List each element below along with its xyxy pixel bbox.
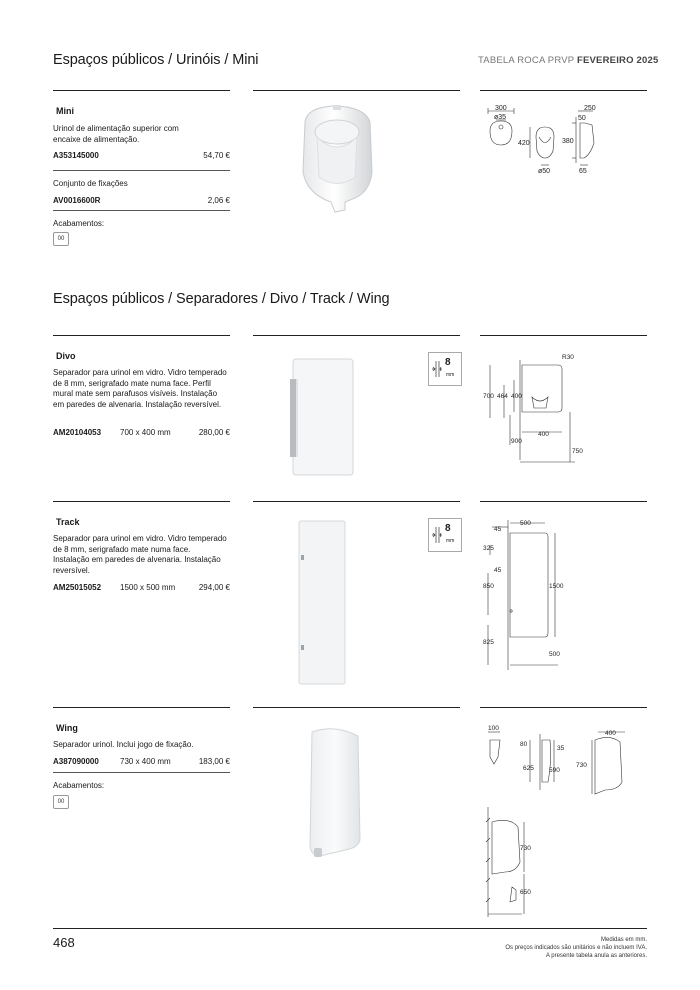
dim-track-1500: 1500 — [549, 583, 564, 590]
product-image-wing — [300, 722, 370, 867]
dim-mini-380: 380 — [562, 138, 574, 145]
finish-swatch-white: 00 — [53, 795, 69, 809]
thickness-unit: mm — [446, 538, 455, 544]
divider — [253, 90, 460, 91]
product-image-divo — [285, 352, 360, 482]
footer-note-units: Medidas em mm. — [600, 937, 647, 943]
product-description-wing: Separador urinol. Inclui jogo de fixação. — [53, 740, 194, 749]
dim-divo-400b: 400 — [538, 431, 549, 438]
thickness-badge-track — [428, 518, 462, 552]
dim-wing-730b: 730 — [520, 845, 531, 852]
catalog-label-bold: FEVEREIRO 2025 — [576, 55, 659, 66]
dim-track-825: 825 — [483, 639, 494, 646]
product-code-wing: A387090000 — [53, 757, 99, 766]
dim-wing-35: 35 — [557, 745, 565, 752]
accessory-label: Conjunto de fixações — [53, 179, 128, 188]
technical-drawing-divo — [480, 350, 650, 470]
divider — [53, 170, 230, 171]
divider — [253, 501, 460, 502]
divider — [480, 501, 647, 502]
dim-wing-590: 590 — [549, 767, 560, 774]
divider — [480, 707, 647, 708]
product-size-track: 1500 x 500 mm — [120, 583, 176, 592]
dim-wing-650: 650 — [520, 889, 531, 896]
finishes-label: Acabamentos: — [53, 219, 105, 228]
dim-track-45b: 45 — [494, 567, 502, 574]
product-price-track: 294,00 € — [198, 583, 230, 592]
divider — [253, 335, 460, 336]
dim-mini-35: ø35 — [494, 114, 507, 121]
dim-divo-r30: R30 — [562, 354, 574, 361]
thickness-icon — [432, 527, 442, 543]
product-code-track: AM25015052 — [53, 583, 102, 592]
divider — [480, 90, 647, 91]
dim-mini-420: 420 — [518, 140, 530, 147]
dim-mini-50: ø50 — [538, 168, 551, 175]
dim-divo-700: 700 — [483, 393, 494, 400]
catalog-label-light: TABELA ROCA PRVP — [478, 55, 575, 66]
footer-notes — [440, 936, 647, 960]
dim-mini-65: 65 — [579, 168, 587, 175]
dim-wing-100: 100 — [488, 725, 499, 732]
accessory-code: AV0016600R — [53, 196, 101, 205]
product-name-divo: Divo — [56, 351, 76, 361]
catalog-label — [478, 55, 658, 66]
footer-divider — [53, 928, 647, 929]
divider — [480, 335, 647, 336]
product-name-track: Track — [56, 517, 80, 527]
dim-wing-625: 625 — [523, 765, 534, 772]
dim-divo-400: 400 — [511, 393, 522, 400]
dim-divo-900: 900 — [511, 438, 522, 445]
footer-note-prices: Os preços indicados são unitários e não incluem IVA. — [505, 945, 647, 951]
product-image-track — [295, 515, 350, 690]
section-title: Espaços públicos / Separadores / Divo / Track / Wing — [53, 291, 390, 307]
thickness-icon — [432, 361, 442, 377]
page-number: 468 — [53, 935, 75, 950]
dim-wing-80: 80 — [520, 741, 528, 748]
product-code-mini: A353145000 — [53, 151, 99, 160]
product-size-divo: 700 x 400 mm — [120, 428, 171, 437]
product-price-wing: 183,00 € — [198, 757, 230, 766]
divider — [53, 90, 230, 91]
finish-swatch-white: 00 — [53, 232, 69, 246]
divider — [53, 707, 230, 708]
product-description-mini: Urinol de alimentação superior com encaixe de alimentação. — [53, 124, 179, 144]
dim-wing-400: 400 — [605, 730, 616, 737]
dim-track-45: 45 — [494, 526, 502, 533]
dim-track-500b: 500 — [549, 651, 560, 658]
product-code-divo: AM20104053 — [53, 428, 102, 437]
footer-note-validity: A presente tabela anula as anteriores. — [545, 953, 647, 959]
product-name-mini: Mini — [56, 106, 74, 116]
technical-drawing-track — [480, 515, 650, 675]
dim-divo-750: 750 — [572, 448, 583, 455]
divider — [53, 335, 230, 336]
dim-mini-50b: 50 — [578, 115, 586, 122]
dim-wing-730: 730 — [576, 762, 587, 769]
dim-track-325: 325 — [483, 545, 494, 552]
product-image-mini — [295, 102, 385, 217]
technical-drawing-mini — [480, 103, 650, 178]
accessory-price: 2,06 € — [207, 196, 230, 205]
divider — [53, 210, 230, 211]
product-price-divo: 280,00 € — [198, 428, 230, 437]
thickness-value: 8 — [445, 523, 451, 534]
product-description-divo: Separador para urinol em vidro. Vidro temperado de 8 mm, serigrafado mate numa face. Perfil mural mate sem parafusos visíveis. Instalação em paredes de alvenaria. Instalação reversível. — [53, 368, 227, 409]
dim-mini-250: 250 — [584, 105, 596, 112]
divider — [53, 772, 230, 773]
page-title: Espaços públicos / Urinóis / Mini — [53, 52, 259, 68]
dim-track-500: 500 — [520, 520, 531, 527]
finishes-label: Acabamentos: — [53, 781, 105, 790]
product-price-mini: 54,70 € — [203, 151, 230, 160]
thickness-unit: mm — [446, 372, 455, 378]
dim-mini-300: 300 — [495, 105, 507, 112]
thickness-badge-divo — [428, 352, 462, 386]
thickness-value: 8 — [445, 357, 451, 368]
technical-drawing-wing — [480, 722, 650, 922]
dim-divo-464: 464 — [497, 393, 508, 400]
divider — [253, 707, 460, 708]
divider — [53, 501, 230, 502]
product-name-wing: Wing — [56, 723, 78, 733]
product-description-track: Separador para urinol em vidro. Vidro temperado de 8 mm, serigrafado mate numa face. Instalação em paredes de alvenaria. Instalação reversível. — [53, 534, 227, 575]
dim-track-850: 850 — [483, 583, 494, 590]
product-size-wing: 730 x 400 mm — [120, 757, 171, 766]
